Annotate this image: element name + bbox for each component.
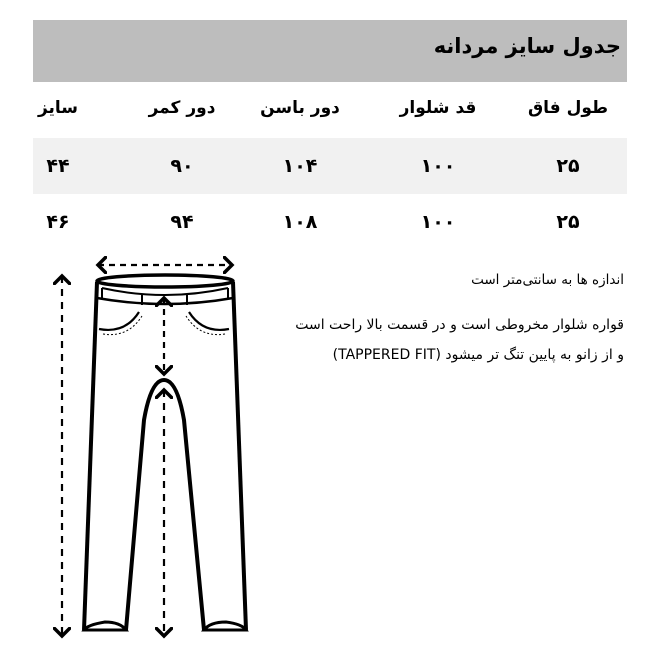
cell-hip: ۱۰۸ [282, 211, 318, 233]
table-row [33, 194, 627, 250]
cell-rise: ۲۵ [556, 211, 580, 233]
unit-note: اندازه ها به سانتی‌متر است [471, 272, 624, 288]
cell-hip: ۱۰۴ [282, 155, 318, 177]
header-length: قد شلوار [399, 98, 477, 118]
cell-rise: ۲۵ [556, 155, 580, 177]
cell-size: ۴۶ [46, 211, 70, 233]
cell-length: ۱۰۰ [420, 155, 456, 177]
title-band [33, 20, 627, 82]
cell-length: ۱۰۰ [420, 211, 456, 233]
header-size: سایز [37, 98, 79, 118]
page-title: جدول سایز مردانه [433, 34, 621, 58]
pants-measurement-diagram-icon [40, 250, 270, 657]
table-row [33, 138, 627, 194]
cell-waist: ۹۴ [170, 211, 194, 233]
header-waist: دور کمر [148, 98, 216, 118]
cell-waist: ۹۰ [170, 155, 194, 177]
cell-size: ۴۴ [46, 155, 70, 177]
header-rise: طول فاق [527, 98, 609, 118]
table-header-row [33, 82, 627, 138]
fit-note-line-1: قواره شلوار مخروطی است و در قسمت بالا راحت است [295, 317, 624, 333]
fit-note-line-2: و از زانو به پایین تنگ تر میشود (TAPPERED FIT) [332, 347, 624, 363]
header-hip: دور باسن [260, 98, 340, 118]
